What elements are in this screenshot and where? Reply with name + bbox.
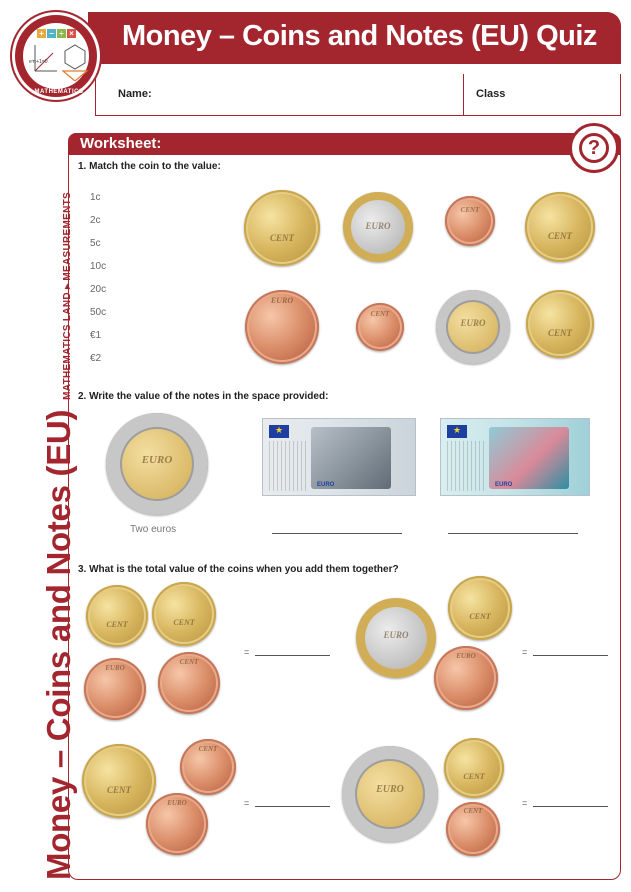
multiply-icon: × — [67, 29, 76, 38]
example-caption: Two euros — [130, 524, 177, 535]
value-1c[interactable]: 1c — [90, 192, 101, 203]
equals-sign: = — [522, 798, 528, 808]
eu-flag-icon — [269, 425, 289, 438]
coin-label: EURO — [383, 630, 409, 640]
page-title: Money – Coins and Notes (EU) Quiz — [122, 20, 597, 52]
question-mark-icon: ? — [579, 133, 609, 163]
name-label: Name: — [118, 88, 152, 100]
logo-equation: eⁱπ+1=0 — [29, 59, 48, 65]
coin-label: EURO — [105, 664, 125, 673]
coin-label: EURO — [365, 221, 391, 232]
coin-1-euro[interactable] — [343, 192, 413, 262]
answer-line-group-1[interactable] — [255, 655, 330, 656]
question-1: 1. Match the coin to the value: — [78, 161, 221, 172]
answer-line-note-2[interactable] — [448, 533, 578, 534]
coin-1c[interactable] — [356, 303, 404, 351]
banknote-20-euro — [440, 418, 590, 496]
coin-label: EURO — [270, 295, 294, 305]
coin-2c[interactable] — [180, 739, 236, 795]
banknote-5-euro — [262, 418, 416, 496]
coin-label: CENT — [106, 619, 128, 629]
equals-sign: = — [244, 647, 250, 657]
answer-line-group-2[interactable] — [533, 655, 608, 656]
coin-label: CENT — [463, 807, 483, 816]
coin-10c[interactable] — [526, 290, 594, 358]
coin-20c[interactable] — [525, 192, 595, 262]
divide-icon: ÷ — [57, 29, 66, 38]
value-2-euro[interactable]: €2 — [90, 353, 102, 364]
answer-line-group-3[interactable] — [255, 806, 330, 807]
equals-sign: = — [522, 647, 528, 657]
note-pattern — [447, 441, 487, 491]
coin-label: EURO — [456, 652, 476, 661]
question-2: 2. Write the value of the notes in the space provided: — [78, 391, 329, 402]
example-coin-2-euro — [106, 413, 208, 515]
coin-label: CENT — [547, 231, 572, 242]
coin-2-euro[interactable] — [436, 290, 510, 364]
coin-20c[interactable] — [82, 744, 156, 818]
question-3: 3. What is the total value of the coins when you add them together? — [78, 564, 399, 575]
coin-5c[interactable] — [446, 802, 500, 856]
coin-label: CENT — [106, 785, 131, 796]
coin-2c[interactable] — [146, 793, 208, 855]
coin-10c[interactable] — [448, 576, 512, 640]
coin-5c[interactable] — [445, 196, 495, 246]
plus-icon: + — [37, 29, 46, 38]
coin-50c[interactable] — [244, 190, 320, 266]
minus-icon: − — [47, 29, 56, 38]
coin-5c[interactable] — [84, 658, 146, 720]
name-class-row — [95, 74, 621, 116]
coin-label: EURO — [376, 784, 404, 796]
coin-10c[interactable] — [86, 585, 148, 647]
coin-label: EURO — [141, 453, 173, 466]
coin-10c[interactable] — [152, 582, 216, 646]
note-building-image — [311, 427, 391, 489]
coin-label: CENT — [370, 309, 390, 318]
answer-line-note-1[interactable] — [272, 533, 402, 534]
coin-10c[interactable] — [444, 738, 504, 798]
class-label: Class — [476, 88, 506, 100]
value-1-euro[interactable]: €1 — [90, 330, 102, 341]
coin-2-euro[interactable] — [342, 746, 438, 842]
note-window-image — [489, 427, 569, 489]
coin-label: EURO — [167, 799, 187, 808]
coin-1-euro[interactable] — [356, 598, 436, 678]
coin-label: CENT — [173, 617, 195, 627]
value-2c[interactable]: 2c — [90, 215, 101, 226]
coin-label: CENT — [269, 232, 294, 243]
help-badge[interactable] — [569, 123, 619, 173]
value-20c[interactable]: 20c — [90, 284, 107, 295]
coin-label: CENT — [179, 658, 199, 667]
coin-5c[interactable] — [245, 290, 319, 364]
coin-label: CENT — [469, 611, 491, 621]
side-title: Money – Coins and Notes (EU) — [40, 409, 77, 880]
note-pattern — [269, 441, 309, 491]
logo-operators — [37, 29, 76, 38]
logo-text: MATHEMATICS — [34, 89, 84, 95]
value-5c[interactable]: 5c — [90, 238, 101, 249]
coin-label: EURO — [460, 318, 486, 329]
worksheet-heading: Worksheet: — [80, 135, 162, 152]
title-bar — [88, 12, 621, 64]
side-breadcrumb: MATHEMATICS LAND ▸ MEASUREMENTS — [62, 192, 73, 400]
note-text: EURO — [495, 482, 513, 488]
value-10c[interactable]: 10c — [90, 261, 107, 272]
name-field[interactable] — [96, 74, 464, 115]
mathematics-logo — [12, 12, 100, 100]
eu-flag-icon — [447, 425, 467, 438]
coin-label: CENT — [198, 744, 218, 753]
coin-label: CENT — [547, 328, 572, 339]
note-text: EURO — [317, 482, 335, 488]
coin-5c[interactable] — [434, 646, 498, 710]
value-50c[interactable]: 50c — [90, 307, 107, 318]
equals-sign: = — [244, 798, 250, 808]
coin-label: CENT — [463, 771, 485, 781]
coin-label: CENT — [460, 206, 480, 214]
coin-5c[interactable] — [158, 652, 220, 714]
worksheet-header — [68, 133, 621, 155]
answer-line-group-4[interactable] — [533, 806, 608, 807]
